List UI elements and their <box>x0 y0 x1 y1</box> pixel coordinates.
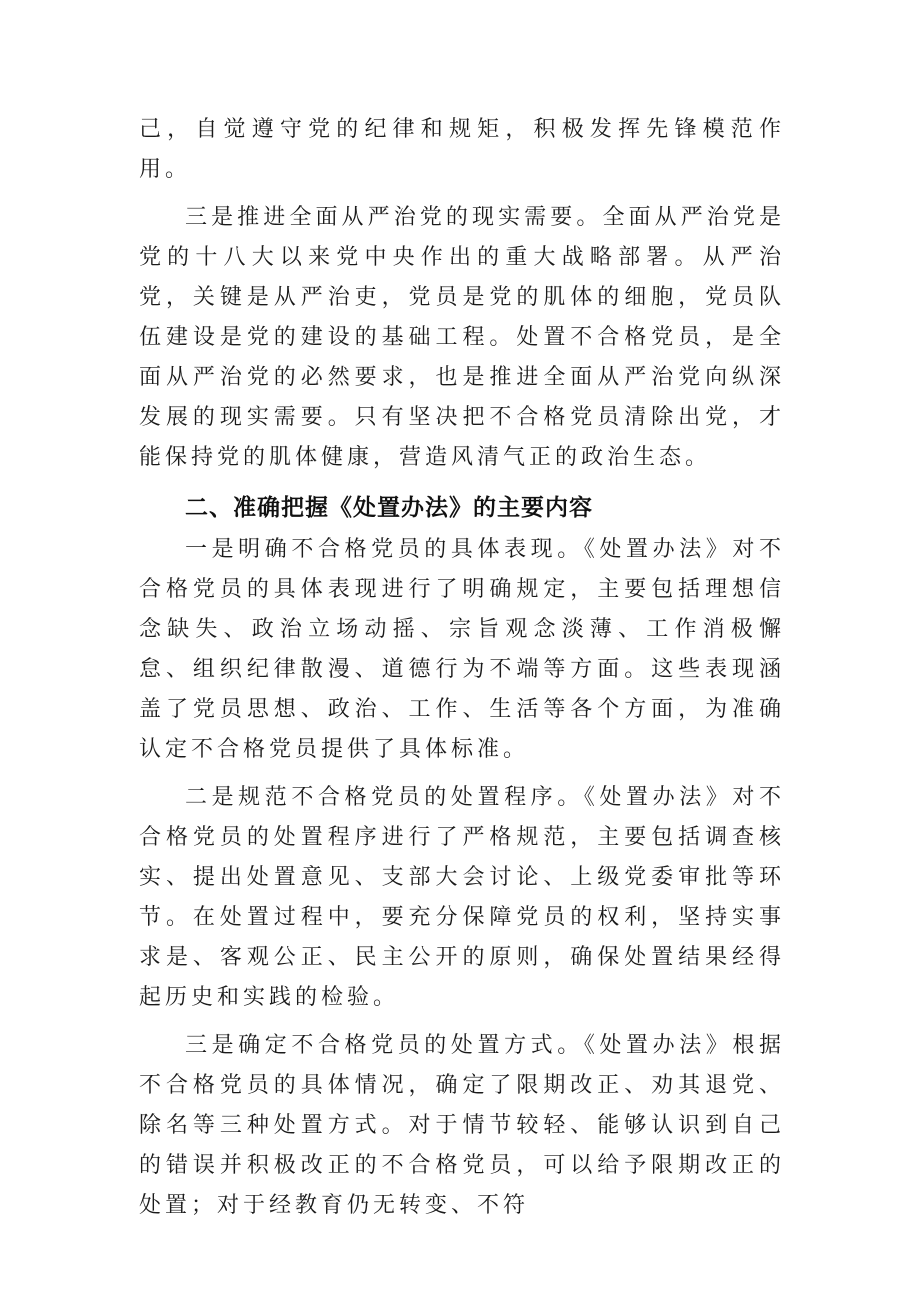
paragraph-manifestations: 一是明确不合格党员的具体表现。《处置办法》对不合格党员的具体表现进行了明确规定，主要包括理想信念缺失、政治立场动摇、宗旨观念淡薄、工作消极懈怠、组织纪律散漫、道德行为不端等方面。这些表现涵盖了党员思想、政治、工作、生活等各个方面，为准确认定不合格党员提供了具体标准。 <box>139 537 785 762</box>
paragraph-continuation: 己，自觉遵守党的纪律和规矩，积极发挥先锋模范作用。 <box>139 117 785 182</box>
paragraph-gap <box>139 190 785 198</box>
paragraph-gap <box>139 770 785 778</box>
paragraph-strict-governance: 三是推进全面从严治党的现实需要。全面从严治党是党的十八大以来党中央作出的重大战略部署。从严治党，关键是从严治吏，党员是党的肌体的细胞，党员队伍建设是党的建设的基础工程。处置不合格党员，是全面从严治党的必然要求，也是推进全面从严治党向纵深发展的现实需要。只有坚决把不合格党员清除出党，才能保持党的肌体健康，营造风清气正的政治生态。 <box>139 205 785 470</box>
paragraph-gap <box>139 1018 785 1026</box>
document-body <box>139 110 785 1226</box>
paragraph-procedures: 二是规范不合格党员的处置程序。《处置办法》对不合格党员的处置程序进行了严格规范，主要包括调查核实、提出处置意见、支部大会讨论、上级党委审批等环节。在处置过程中，要充分保障党员的权利，坚持实事求是、客观公正、民主公开的原则，确保处置结果经得起历史和实践的检验。 <box>139 785 785 1010</box>
paragraph-gap <box>139 478 785 486</box>
paragraph-methods: 三是确定不合格党员的处置方式。《处置办法》根据不合格党员的具体情况，确定了限期改正、劝其退党、除名等三种处置方式。对于情节较轻、能够认识到自己的错误并积极改正的不合格党员，可以给予限期改正的处置；对于经教育仍无转变、不符 <box>139 1033 785 1218</box>
section-heading: 二、准确把握《处置办法》的主要内容 <box>185 495 593 521</box>
